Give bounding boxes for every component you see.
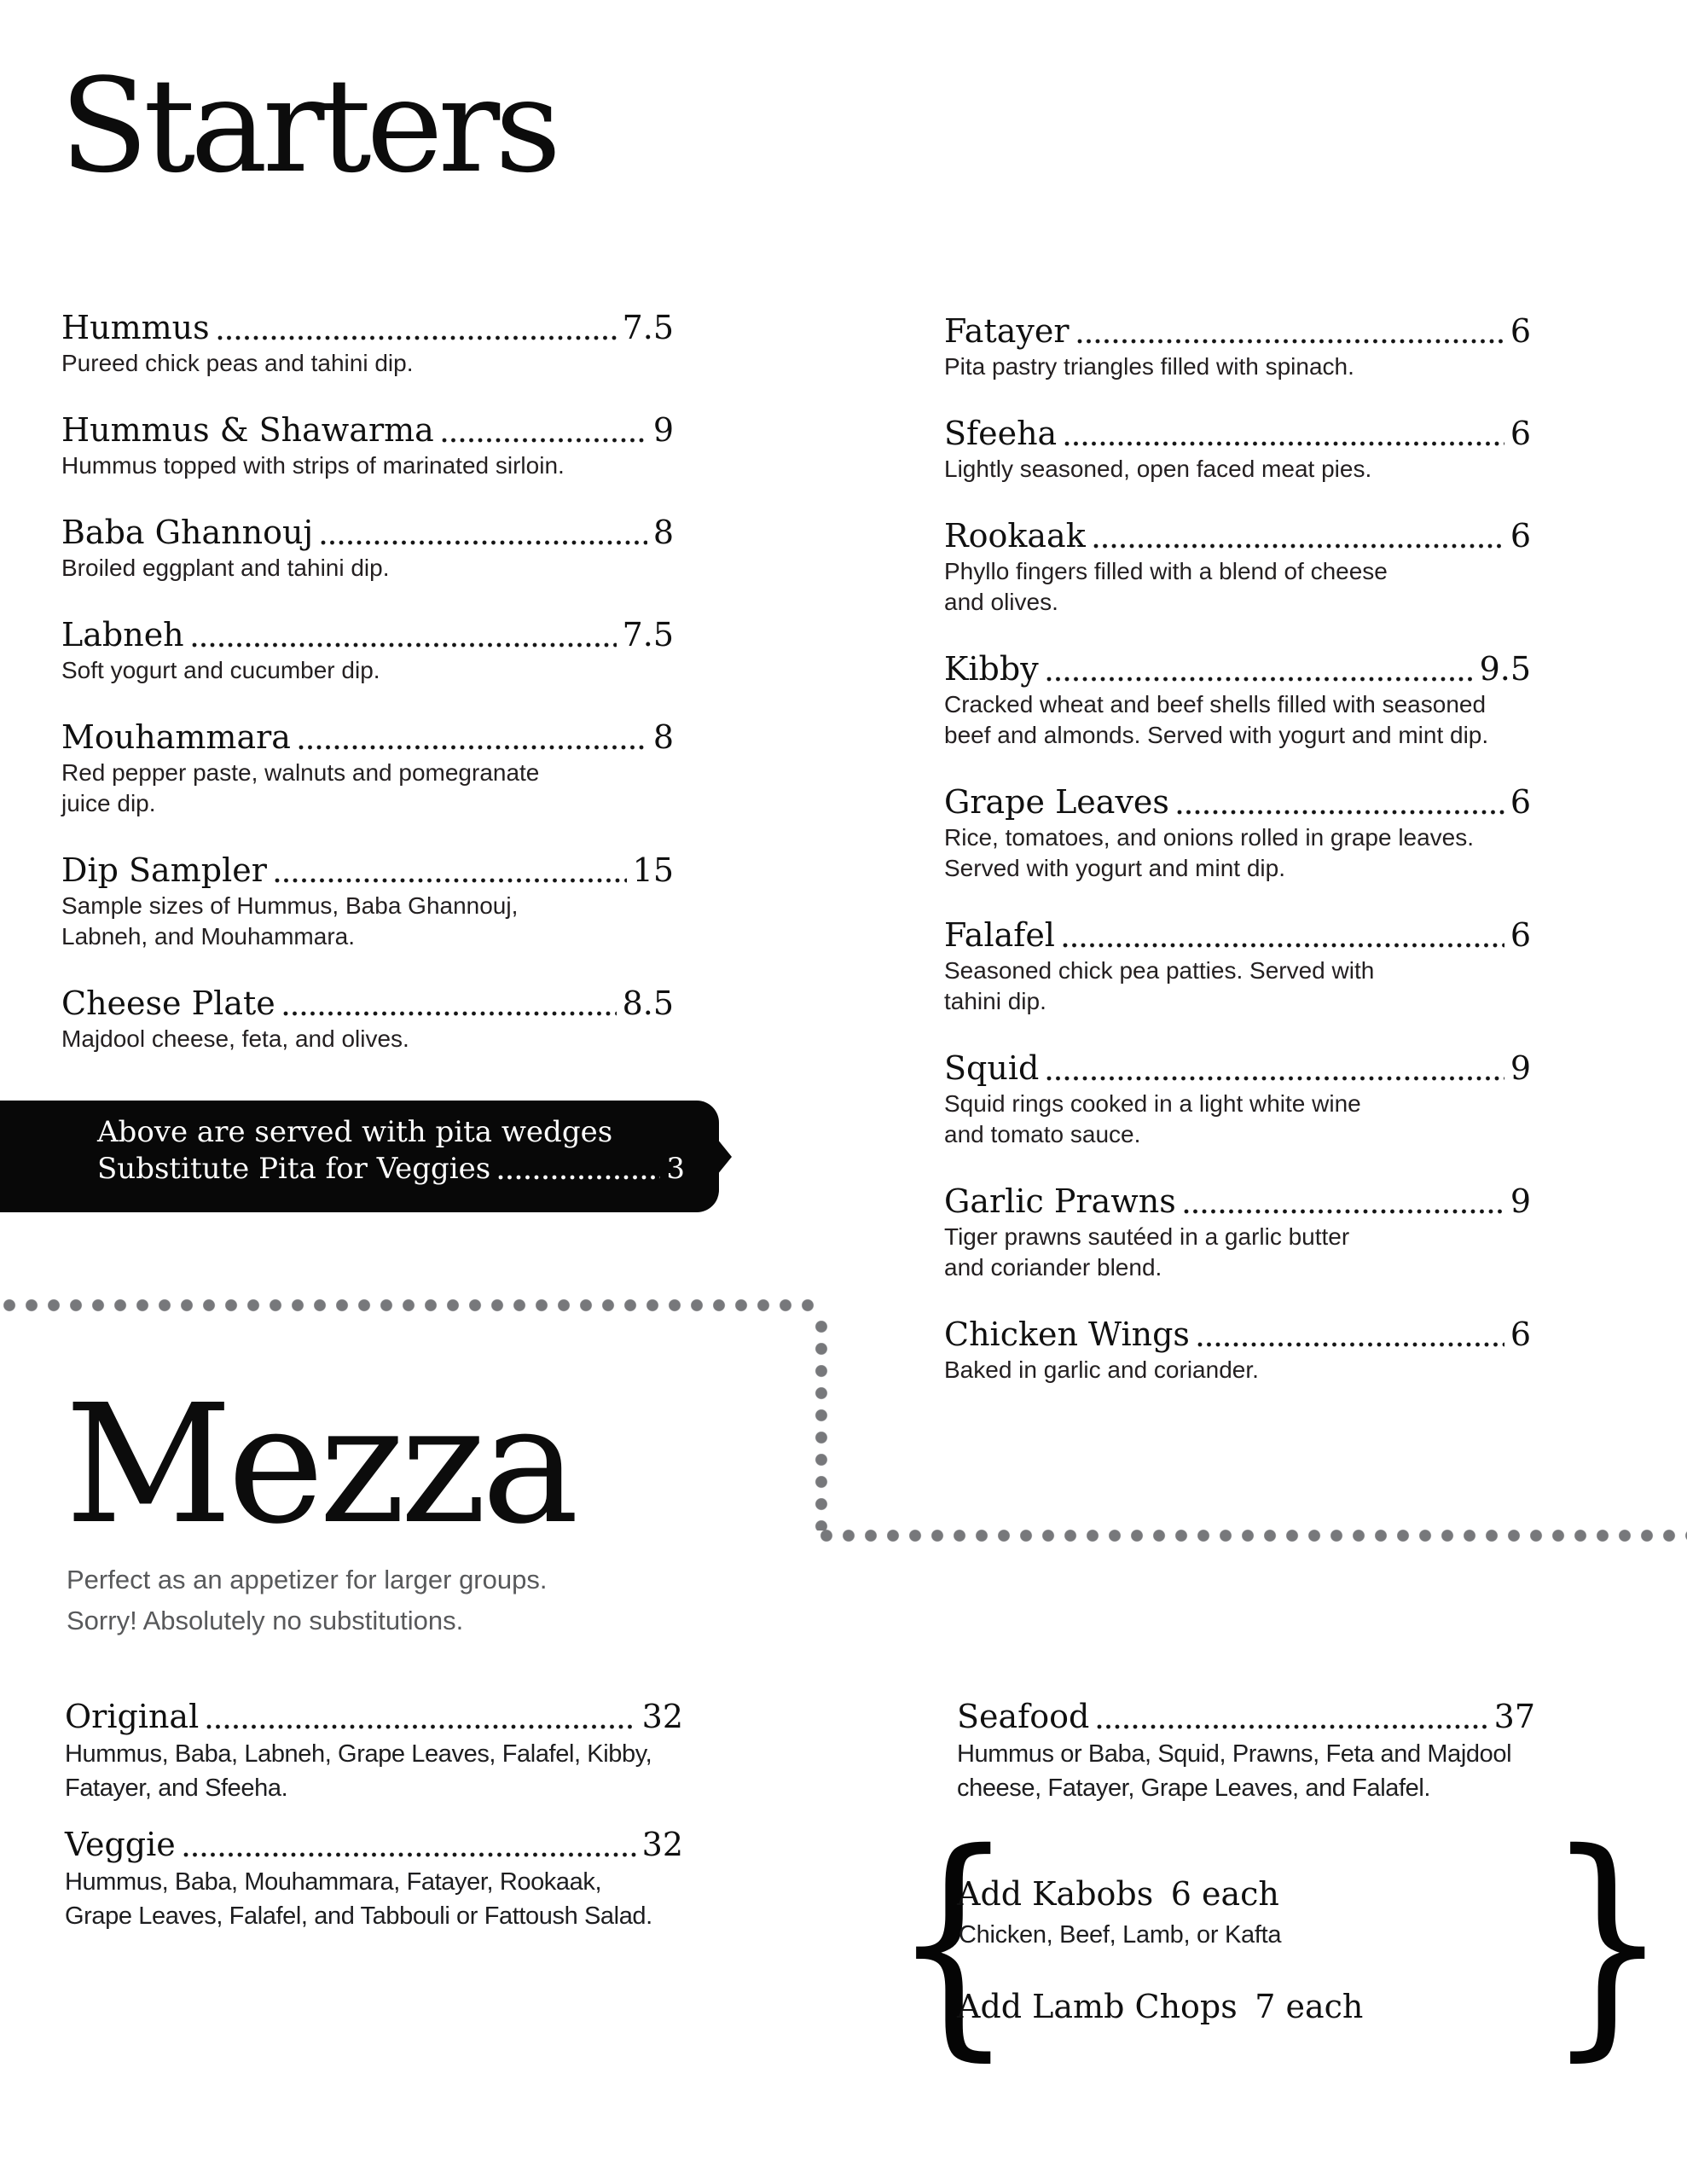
item-price: 7.5: [622, 616, 674, 653]
item-name: Mouhammara: [61, 718, 291, 756]
item-name: Rookaak: [944, 517, 1086, 555]
menu-item-falafel: Falafel 6 Seasoned chick pea patties. Served with tahini dip.: [944, 916, 1531, 1014]
item-description: Sample sizes of Hummus, Baba Ghannouj,: [61, 892, 519, 919]
addon-price: 7 each: [1255, 1988, 1364, 2025]
dotted-leader: [1177, 809, 1504, 816]
addon-kabobs-description: Chicken, Beef, Lamb, or Kafta: [959, 1921, 1282, 1949]
item-price: 9.5: [1479, 650, 1531, 688]
dotted-leader: [1197, 1341, 1504, 1348]
item-price: 6: [1510, 415, 1531, 452]
item-price: 6: [1510, 312, 1531, 350]
item-name: Veggie: [65, 1826, 176, 1863]
item-description: Broiled eggplant and tahini dip.: [61, 555, 390, 581]
item-description: Soft yogurt and cucumber dip.: [61, 657, 380, 683]
item-name: Fatayer: [944, 312, 1070, 350]
item-price: 37: [1493, 1698, 1535, 1735]
item-name: Dip Sampler: [61, 851, 267, 889]
item-price: 15: [632, 851, 674, 889]
addon-kabobs-row: [957, 1873, 1535, 1914]
mezza-left-column: [65, 1696, 683, 1952]
mezza-subtitle-line1: Perfect as an appetizer for larger groups.: [67, 1565, 548, 1594]
menu-item-cheese-plate: [61, 983, 674, 1054]
item-name: Original: [65, 1698, 200, 1735]
item-description: Pita pastry triangles filled with spinach.: [944, 353, 1354, 380]
menu-item-original: Original 32 Hummus, Baba, Labneh, Grape Leaves, Falafel, Kibby, Fatayer, and Sfeeha.: [65, 1698, 683, 1802]
item-description: Phyllo fingers filled with a blend of cheese: [944, 558, 1388, 584]
item-price: 8.5: [622, 985, 674, 1022]
note-line1: Above are served with pita wedges: [97, 1115, 613, 1149]
divider-dotted-vertical: [815, 1321, 828, 1531]
right-curly-brace: }: [1545, 1801, 1669, 2082]
dotted-leader: [1064, 440, 1504, 447]
mezza-section-title: Mezza: [65, 1370, 574, 1560]
menu-item-garlic-prawns: Garlic Prawns 9 Tiger prawns sautéed in a garlic butter and coriander blend.: [944, 1182, 1531, 1281]
item-description: Tiger prawns sautéed in a garlic butter: [944, 1223, 1350, 1250]
mezza-subtitle: [67, 1560, 547, 1641]
menu-item-hummus: [61, 307, 674, 379]
dotted-leader: [206, 1723, 635, 1730]
item-name: Hummus & Shawarma: [61, 411, 434, 449]
dotted-leader: [1077, 338, 1504, 345]
dotted-leader: [442, 437, 647, 444]
item-price: 32: [641, 1698, 683, 1735]
item-price: 9: [1510, 1049, 1531, 1087]
item-description: Hummus, Baba, Mouhammara, Fatayer, Rookaak,: [65, 1868, 602, 1896]
dotted-leader: [192, 642, 617, 648]
item-description: Pureed chick peas and tahini dip.: [61, 350, 414, 376]
item-name: Garlic Prawns: [944, 1182, 1176, 1220]
item-price: 6: [1510, 783, 1531, 821]
starters-left-column: [61, 307, 674, 1085]
item-description: Seasoned chick pea patties. Served with: [944, 957, 1375, 984]
item-price: 7.5: [622, 309, 674, 346]
item-description: Red pepper paste, walnuts and pomegranate: [61, 759, 540, 786]
menu-item-chicken-wings: [944, 1314, 1531, 1385]
dotted-leader: [1093, 543, 1504, 549]
menu-item-kibby: Kibby 9.5 Cracked wheat and beef shells filled with seasoned beef and almonds. Served with yogurt and mint dip.: [944, 650, 1531, 748]
item-name: Grape Leaves: [944, 783, 1169, 821]
starters-right-column: [944, 311, 1531, 1416]
item-description: Majdool cheese, feta, and olives.: [61, 1025, 409, 1052]
mezza-addons: [957, 1873, 1535, 2027]
addon-name: Add Lamb Chops: [957, 1988, 1238, 2025]
item-price: 32: [641, 1826, 683, 1863]
item-price: 6: [1510, 517, 1531, 555]
item-description: Hummus or Baba, Squid, Prawns, Feta and Majdool: [957, 1740, 1512, 1768]
item-name: Hummus: [61, 309, 210, 346]
dotted-leader: [275, 877, 627, 884]
dotted-leader: [498, 1174, 660, 1181]
item-name: Chicken Wings: [944, 1316, 1190, 1353]
item-description: Cracked wheat and beef shells filled with seasoned: [944, 691, 1487, 717]
dotted-leader: [1097, 1723, 1487, 1730]
menu-item-squid: Squid 9 Squid rings cooked in a light white wine and tomato sauce.: [944, 1049, 1531, 1147]
mezza-subtitle-line2: Sorry! Absolutely no substitutions.: [67, 1606, 464, 1635]
dotted-leader: [1184, 1208, 1504, 1215]
item-price: 8: [652, 718, 674, 756]
menu-item-veggie: Veggie 32 Hummus, Baba, Mouhammara, Fatayer, Rookaak, Grape Leaves, Falafel, and Tabbouli or Fattoush Salad.: [65, 1826, 683, 1930]
item-name: Baba Ghannouj: [61, 514, 314, 551]
menu-item-baba-ghannouj: [61, 512, 674, 584]
menu-item-hummus-shawarma: [61, 410, 674, 481]
dotted-leader: [183, 1851, 636, 1858]
item-price: 6: [1510, 916, 1531, 954]
item-name: Kibby: [944, 650, 1039, 688]
starters-section-title: Starters: [60, 50, 557, 201]
item-name: Seafood: [957, 1698, 1090, 1735]
menu-item-dip-sampler: Dip Sampler 15 Sample sizes of Hummus, Baba Ghannouj, Labneh, and Mouhammara.: [61, 851, 674, 950]
dotted-leader: [217, 334, 617, 341]
addon-lambchops-row: [957, 1986, 1535, 2027]
divider-dotted-top: [3, 1298, 824, 1312]
dotted-leader: [1063, 942, 1504, 949]
dotted-leader: [1046, 1075, 1504, 1082]
item-name: Sfeeha: [944, 415, 1058, 452]
menu-item-grape-leaves: Grape Leaves 6 Rice, tomatoes, and onions rolled in grape leaves. Served with yogurt and mint dip.: [944, 783, 1531, 881]
dotted-leader: [283, 1010, 617, 1017]
item-name: Cheese Plate: [61, 985, 275, 1022]
pita-note-callout: [0, 1101, 719, 1212]
item-price: 6: [1510, 1316, 1531, 1353]
item-description: Rice, tomatoes, and onions rolled in grape leaves.: [944, 824, 1475, 851]
item-description: Squid rings cooked in a light white wine: [944, 1090, 1361, 1117]
item-description: Hummus, Baba, Labneh, Grape Leaves, Falafel, Kibby,: [65, 1740, 652, 1768]
note-line2-label: Substitute Pita for Veggies: [97, 1152, 491, 1186]
item-name: Falafel: [944, 916, 1055, 954]
addon-name: Add Kabobs: [957, 1875, 1154, 1913]
menu-item-mouhammara: Mouhammara 8 Red pepper paste, walnuts and pomegranate juice dip.: [61, 718, 674, 816]
item-price: 9: [652, 411, 674, 449]
item-description: Hummus topped with strips of marinated sirloin.: [61, 452, 565, 479]
left-curly-brace: {: [891, 1801, 1015, 2082]
menu-item-rookaak: Rookaak 6 Phyllo fingers filled with a blend of cheese and olives.: [944, 517, 1531, 615]
dotted-leader: [321, 539, 647, 546]
dotted-leader: [299, 744, 647, 751]
addon-price: 6 each: [1170, 1875, 1279, 1913]
mezza-right-column: [957, 1696, 1535, 1824]
menu-item-fatayer: [944, 311, 1531, 382]
item-description: Lightly seasoned, open faced meat pies.: [944, 456, 1372, 482]
menu-item-sfeeha: [944, 413, 1531, 485]
dotted-leader: [1046, 676, 1474, 682]
menu-item-seafood: Seafood 37 Hummus or Baba, Squid, Prawns, Feta and Majdool cheese, Fatayer, Grape Leaves, and Falafel.: [957, 1698, 1535, 1802]
item-description: Baked in garlic and coriander.: [944, 1356, 1259, 1383]
item-name: Labneh: [61, 616, 184, 653]
menu-item-labneh: [61, 614, 674, 686]
note-line2-price: 3: [666, 1152, 685, 1186]
item-name: Squid: [944, 1049, 1040, 1087]
item-price: 9: [1510, 1182, 1531, 1220]
item-price: 8: [652, 514, 674, 551]
divider-dotted-bottom: [820, 1529, 1687, 1542]
